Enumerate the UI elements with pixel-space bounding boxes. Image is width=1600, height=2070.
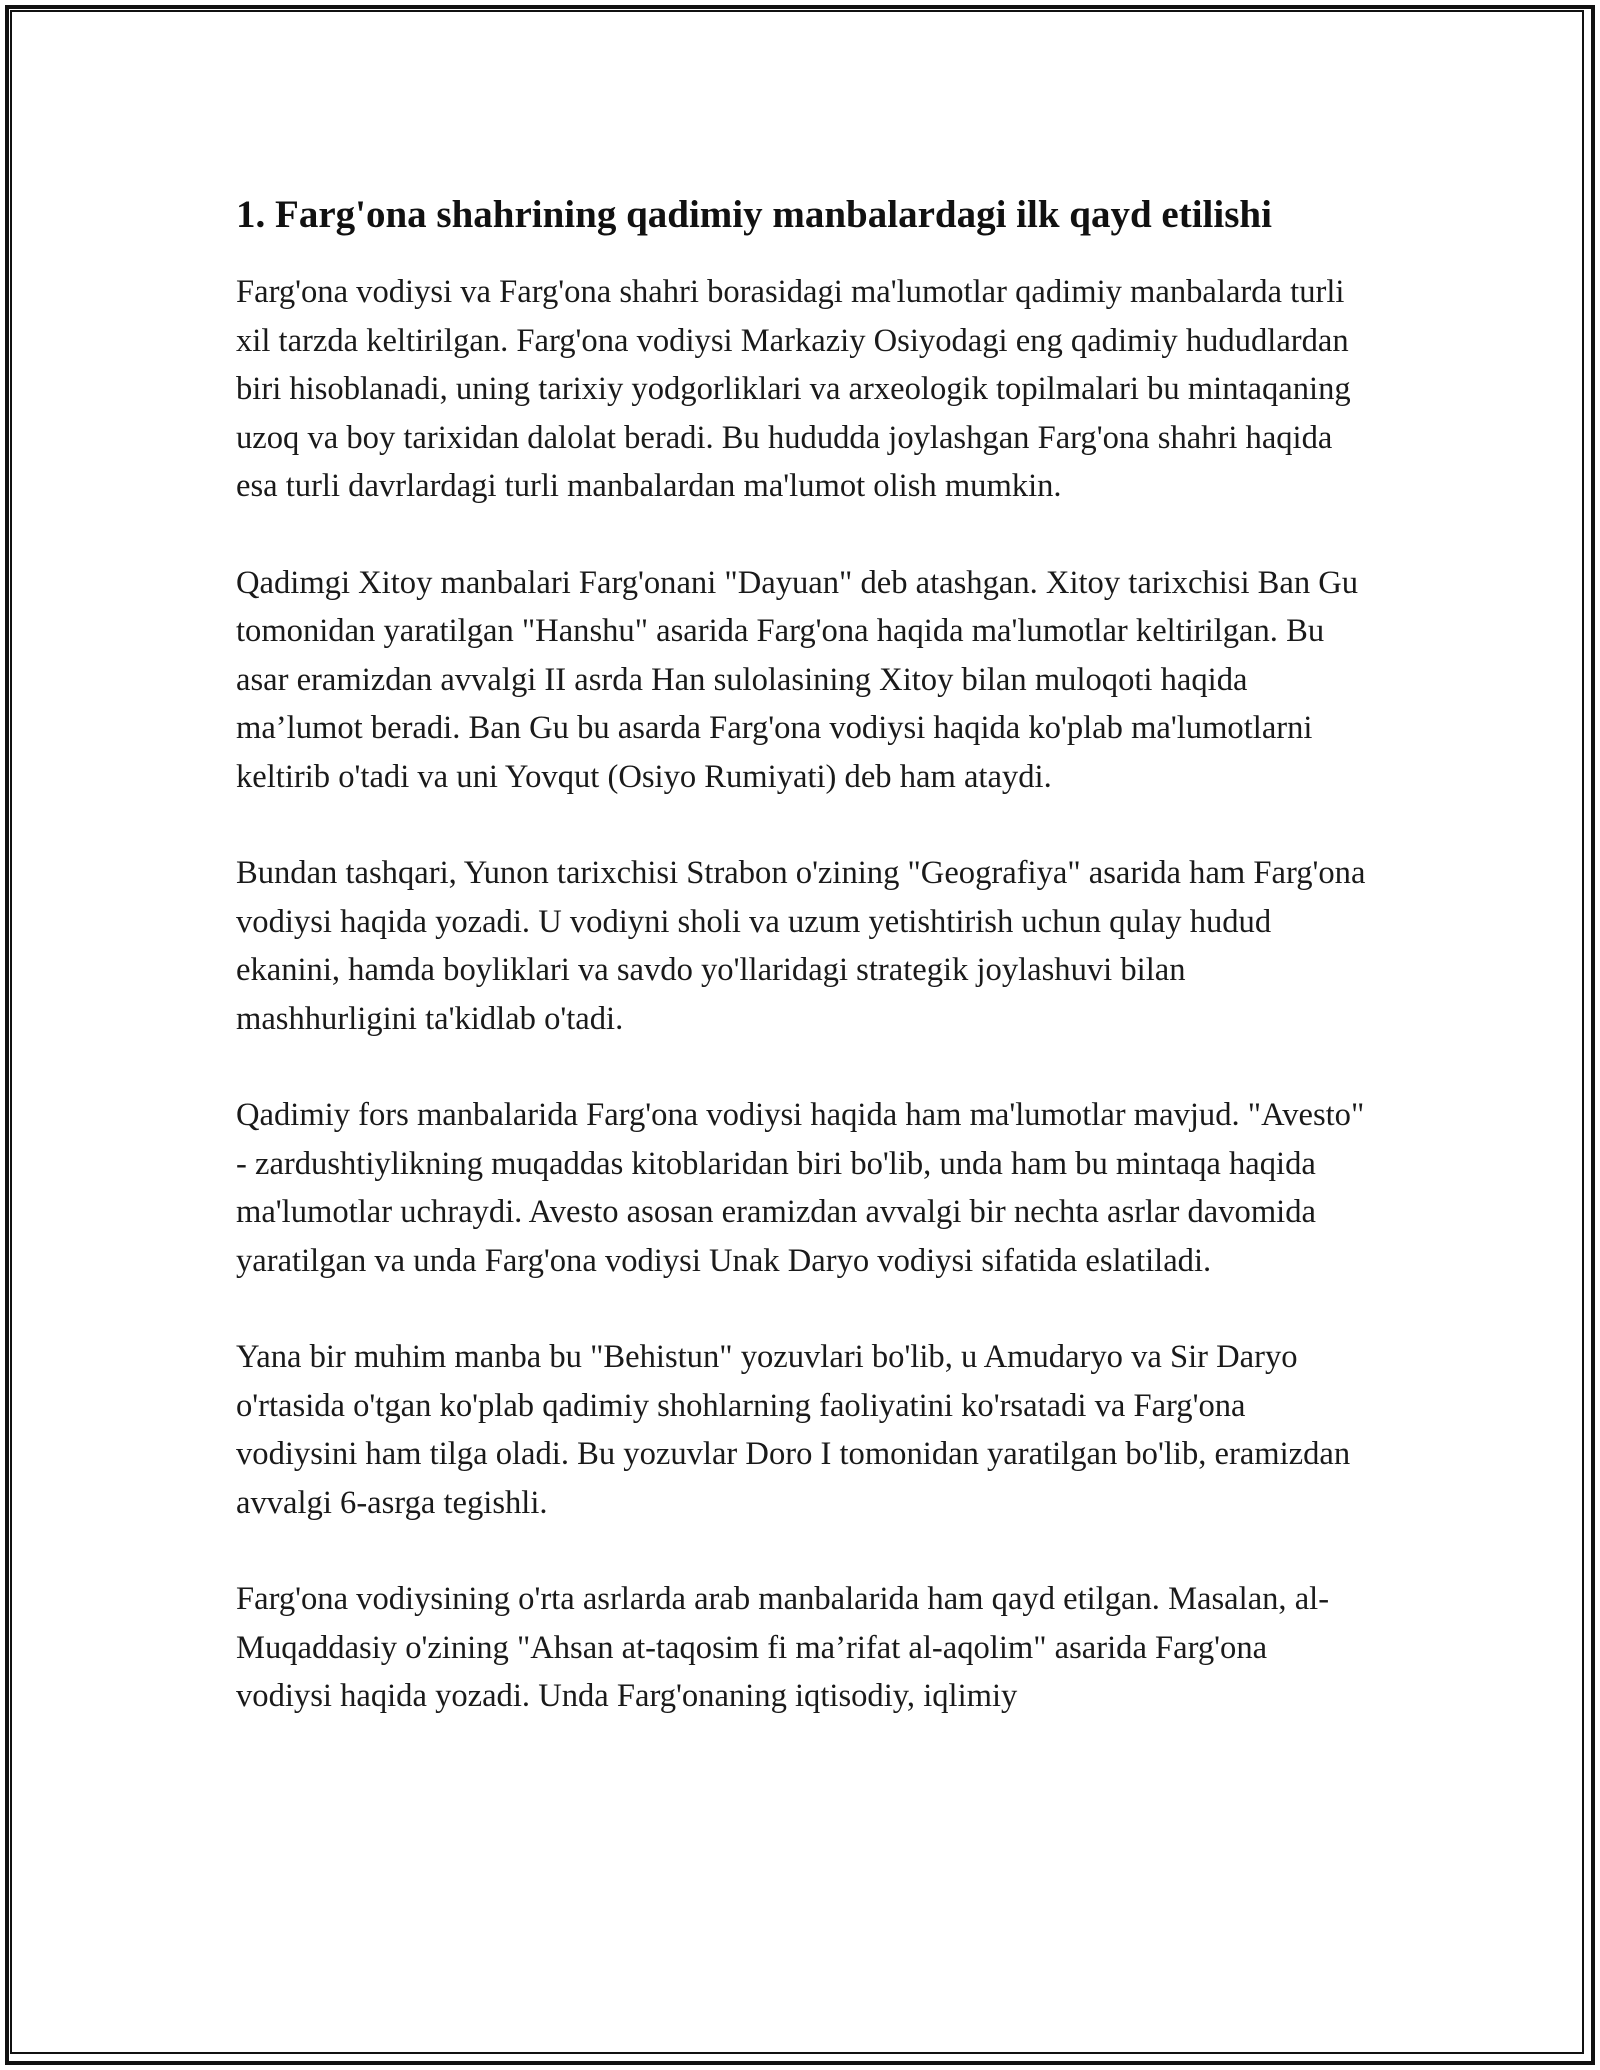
section-heading: 1. Farg'ona shahrining qadimiy manbalardagi ilk qayd etilishi — [236, 193, 1272, 236]
paragraph-arab-sources: Farg'ona vodiysining o'rta asrlarda arab manbalarida ham qayd etilgan. Masalan, al-Muqaddasiy o'zining "Ahsan at-taqosim fi ma’rifat al-aqolim" asarida Farg'ona vodiysi haqida yozadi. Unda Farg'onaning iqtisodiy, iqlimiy — [236, 1581, 1330, 1714]
paragraph-strabon: Bundan tashqari, Yunon tarixchisi Strabon o'zining "Geografiya" asarida ham Farg'ona vodiysi haqida yozadi. U vodiyni sholi va uzum yetishtirish uchun qulay hudud ekanini, hamda boyliklari va savdo yo'llaridagi strategik joylashuvi bilan mashhurligini ta'kidlab o'tadi. — [236, 855, 1366, 1037]
document-body — [236, 184, 1370, 1769]
paragraph-persian-sources: Qadimiy fors manbalarida Farg'ona vodiysi haqida ham ma'lumotlar mavjud. "Avesto" - zardushtiylikning muqaddas kitoblaridan biri bo'lib, unda ham bu mintaqa haqida ma'lumotlar uchraydi. Avesto asosan eramizdan avvalgi bir nechta asrlar davomida yaratilgan va unda Farg'ona vodiysi Unak Daryo vodiysi sifatida eslatiladi. — [236, 1097, 1365, 1279]
paragraph-behistun: Yana bir muhim manba bu "Behistun" yozuvlari bo'lib, u Amudaryo va Sir Daryo o'rtasida o'tgan ko'plab qadimiy shohlarning faoliyatini ko'rsatadi va Farg'ona vodiysini ham tilga oladi. Bu yozuvlar Doro I tomonidan yaratilgan bo'lib, eramizdan avvalgi 6-asrga tegishli. — [236, 1339, 1351, 1521]
paragraph-chinese-sources: Qadimgi Xitoy manbalari Farg'onani "Dayuan" deb atashgan. Xitoy tarixchisi Ban Gu tomonidan yaratilgan "Hanshu" asarida Farg'ona haqida ma'lumotlar keltirilgan. Bu asar eramizdan avvalgi II asrda Han sulolasining Xitoy bilan muloqoti haqida ma’lumot beradi. Ban Gu bu asarda Farg'ona vodiysi haqida ko'plab ma'lumotlarni keltirib o'tadi va uni Yovqut (Osiyo Rumiyati) deb ham ataydi. — [236, 564, 1359, 795]
paragraph-intro: Farg'ona vodiysi va Farg'ona shahri borasidagi ma'lumotlar qadimiy manbalarda turli xil tarzda keltirilgan. Farg'ona vodiysi Markaziy Osiyodagi eng qadimiy hududlardan biri hisoblanadi, uning tarixiy yodgorliklari va arxeologik topilmalari bu mintaqaning uzoq va boy tarixidan dalolat beradi. Bu hududda joylashgan Farg'ona shahri haqida esa turli davrlardagi turli manbalardan ma'lumot olish mumkin. — [236, 274, 1351, 504]
